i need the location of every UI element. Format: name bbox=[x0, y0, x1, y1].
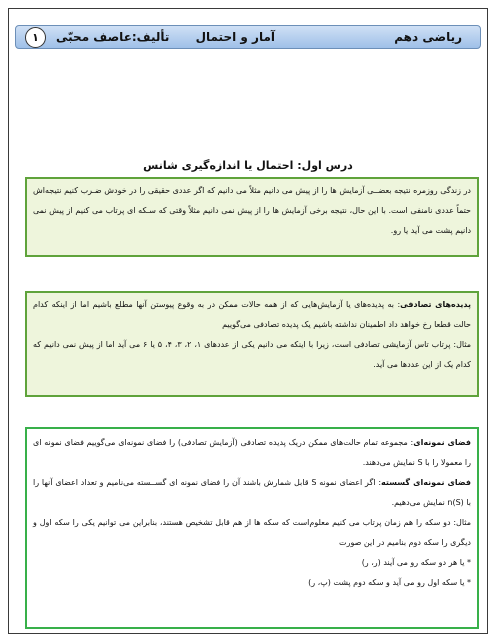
random-definition-text: : به پدیده‌های یا آزمایش‌هایی که از همه حالات ممکن در به وقوع پیوستن آنها مطلع باشیم اما از اینکه کدام حالت قطعا رخ خواهد داد اطمینان نداشته باشیم یک پدیده تصادفی می‌گوییم bbox=[33, 300, 471, 329]
sample-definition bbox=[33, 433, 471, 473]
random-definition bbox=[33, 295, 471, 335]
header-subject: ریاضی دهم bbox=[394, 30, 462, 44]
sample-space-box bbox=[25, 427, 479, 629]
sample-example: مثال: دو سکه را هم زمان پرتاب می کنیم معلوم‌است که سکه ها از هم قابل تشخیص هستند، بنابراین می توانیم یکی را سکه اول و دیگری را سکه دوم بنامیم در این صورت bbox=[33, 518, 471, 547]
sample-bullet-2: * یا سکه اول رو می آید و سکه دوم پشت (پ، ر) bbox=[308, 578, 471, 587]
document-page bbox=[8, 8, 488, 634]
discrete-term: فضای نمونه‌ای گسسته bbox=[381, 478, 471, 487]
sample-term: فضای نمونه‌ای bbox=[413, 438, 471, 447]
random-phenomena-box bbox=[25, 291, 479, 397]
header-author: تألیف:عاصف محبّی bbox=[56, 30, 170, 44]
intro-text: در زندگی روزمره نتیجه بعضــی آزمایش ها را از پیش می دانیم مثلاً می دانیم که اگر عددی حقیقی را در خودش ضـرب کنیم نتیجه‌اش حتماً عددی نامنفی است. با این حال، نتیجه برخی آزمایش ها را از پیش نمی دانیم مثلاً وقتی که سـکه ای پرتاب می کنیم از پیش نمی دانیم پشت می آید یا رو. bbox=[33, 186, 471, 235]
random-example: مثال: پرتاب تاس آزمایشی تصادفی است، زیرا با اینکه می دانیم یکی از عددهای ۱، ۲، ۳، ۴، ۵ یا ۶ می آید اما از پیش نمی دانیم که کدام یک از این عددها می آید. bbox=[33, 340, 472, 369]
intro-box bbox=[25, 177, 479, 257]
sample-bullet-1: * یا هر دو سکه رو می آیند (ر، ر) bbox=[361, 558, 471, 567]
lesson-title: درس اول: احتمال یا اندازه‌گیری شانس bbox=[143, 159, 353, 172]
sample-definition-text: : مجموعه تمام حالت‌های ممکن دریک پدیده تصادفی (آزمایش تصادفی) را فضای نمونه‌ای می‌گوییم فضای نمونه ای را معمولا را با S نمایش می‌دهند. bbox=[33, 438, 471, 467]
discrete-definition bbox=[33, 473, 471, 513]
page-number-badge: ۱ bbox=[25, 27, 46, 48]
discrete-definition-text: : اگر اعضای نمونه S قابل شمارش باشند آن را فضای نمونه ای گســسته می‌نامیم و تعداد اعضای آنها را با n(S) نمایش می‌دهیم. bbox=[33, 478, 471, 507]
page-header bbox=[15, 25, 481, 49]
random-term: پدیده‌های تصادفی bbox=[400, 300, 471, 309]
header-chapter: آمار و احتمال bbox=[195, 30, 275, 44]
